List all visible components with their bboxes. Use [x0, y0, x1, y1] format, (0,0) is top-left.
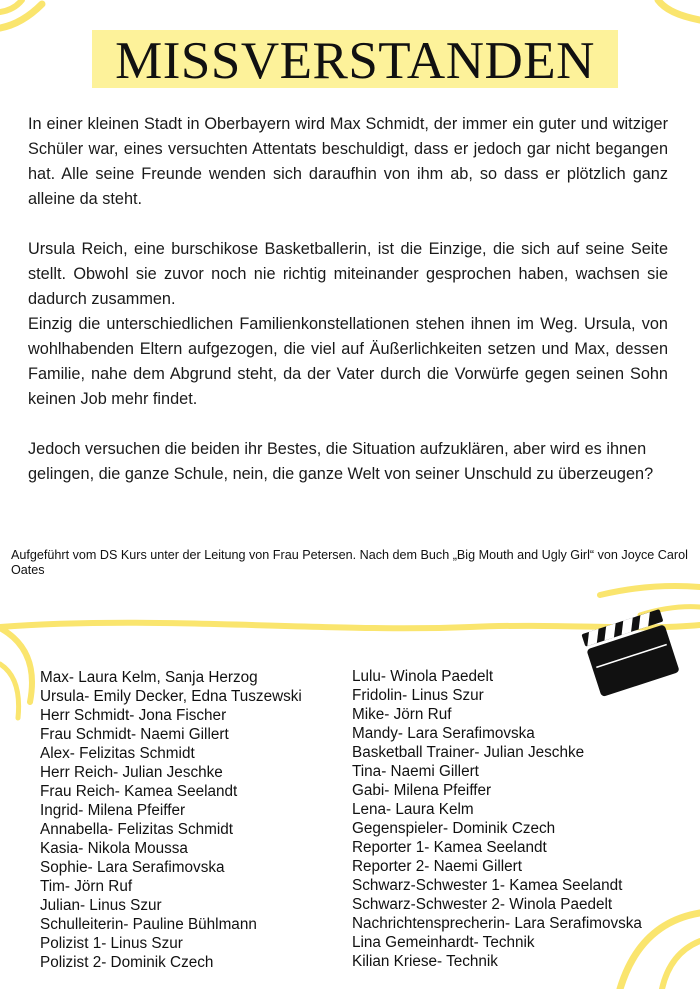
- cast-entry: Polizist 1- Linus Szur: [40, 935, 183, 952]
- cast-entry: Tim- Jörn Ruf: [40, 878, 133, 895]
- cast-entry: Gabi- Milena Pfeiffer: [352, 782, 492, 799]
- story-paragraph: In einer kleinen Stadt in Oberbayern wird Max Schmidt, der immer ein guter und witziger Schüler war, eines versuchten Attentats beschuldigt, dass er jedoch gar nicht begangen hat. Alle seine Freunde wenden sich daraufhin von ihm ab, so dass er plötzlich ganz alleine da steht.: [28, 115, 668, 208]
- cast-entry: Ursula- Emily Decker, Edna Tuszewski: [40, 688, 302, 705]
- cast-entry: Basketball Trainer- Julian Jeschke: [352, 744, 585, 761]
- cast-entry: Julian- Linus Szur: [40, 897, 162, 914]
- cast-entry: Lina Gemeinhardt- Technik: [352, 934, 535, 951]
- cast-entry: Gegenspieler- Dominik Czech: [352, 820, 556, 837]
- brush-stroke-top-right: [640, 0, 700, 40]
- cast-list-left: [40, 668, 302, 972]
- story-paragraph: Ursula Reich, eine burschikose Basketballerin, ist die Einzige, die sich auf seine Seite stellt. Obwohl sie zuvor noch nie richtig miteinander gesprochen haben, wachsen sie dadurch zusammen.: [28, 240, 668, 308]
- cast-list-right: [352, 667, 642, 971]
- production-credit: Aufgeführt vom DS Kurs unter der Leitung von Frau Petersen. Nach dem Buch „Big Mouth and Ugly Girl“ von Joyce Carol Oates: [11, 548, 688, 577]
- cast-entry: Frau Schmidt- Naemi Gillert: [40, 726, 229, 743]
- cast-entry: Kasia- Nikola Moussa: [40, 840, 188, 857]
- cast-entry: Alex- Felizitas Schmidt: [40, 745, 195, 762]
- cast-entry: Lena- Laura Kelm: [352, 801, 474, 818]
- cast-entry: Frau Reich- Kamea Seelandt: [40, 783, 238, 800]
- story-paragraph: Einzig die unterschiedlichen Familienkonstellationen stehen ihnen im Weg. Ursula, von wohlhabenden Eltern aufgezogen, die viel auf Äußerlichkeiten setzen und Max, dessen Familie, nahe dem Abgrund steht, da der Vater durch die Vorwürfe gegen seinen Sohn keinen Job mehr findet.: [28, 315, 668, 408]
- cast-entry: Mike- Jörn Ruf: [352, 706, 452, 723]
- cast-entry: Fridolin- Linus Szur: [352, 687, 484, 704]
- title-highlight: [92, 30, 618, 88]
- cast-entry: Schwarz-Schwester 1- Kamea Seelandt: [352, 877, 623, 894]
- story-text: [28, 112, 668, 487]
- cast-entry: Annabella- Felizitas Schmidt: [40, 821, 233, 838]
- cast-entry: Sophie- Lara Serafimovska: [40, 859, 225, 876]
- brush-stroke-top-left: [0, 0, 80, 50]
- cast-entry: Tina- Naemi Gillert: [352, 763, 479, 780]
- cast-entry: Polizist 2- Dominik Czech: [40, 954, 214, 971]
- page-title: MISSVERSTANDEN: [115, 32, 595, 90]
- cast-entry: Schulleiterin- Pauline Bühlmann: [40, 916, 257, 933]
- cast-entry: Mandy- Lara Serafimovska: [352, 725, 535, 742]
- brush-stroke-divider: [0, 575, 700, 665]
- cast-entry: Ingrid- Milena Pfeiffer: [40, 802, 186, 819]
- cast-entry: Reporter 2- Naemi Gillert: [352, 858, 523, 875]
- cast-entry: Max- Laura Kelm, Sanja Herzog: [40, 669, 258, 686]
- cast-entry: Schwarz-Schwester 2- Winola Paedelt: [352, 896, 613, 913]
- cast-entry: Herr Schmidt- Jona Fischer: [40, 707, 227, 724]
- cast-entry: Nachrichtensprecherin- Lara Serafimovska: [352, 915, 642, 932]
- cast-entry: Herr Reich- Julian Jeschke: [40, 764, 223, 781]
- story-paragraph: Jedoch versuchen die beiden ihr Bestes, die Situation aufzuklären, aber wird es ihnen gelingen, die ganze Schule, nein, die ganze Welt von seiner Unschuld zu überzeugen?: [28, 440, 654, 483]
- cast-entry: Kilian Kriese- Technik: [352, 953, 498, 970]
- cast-entry: Lulu- Winola Paedelt: [352, 668, 494, 685]
- cast-entry: Reporter 1- Kamea Seelandt: [352, 839, 547, 856]
